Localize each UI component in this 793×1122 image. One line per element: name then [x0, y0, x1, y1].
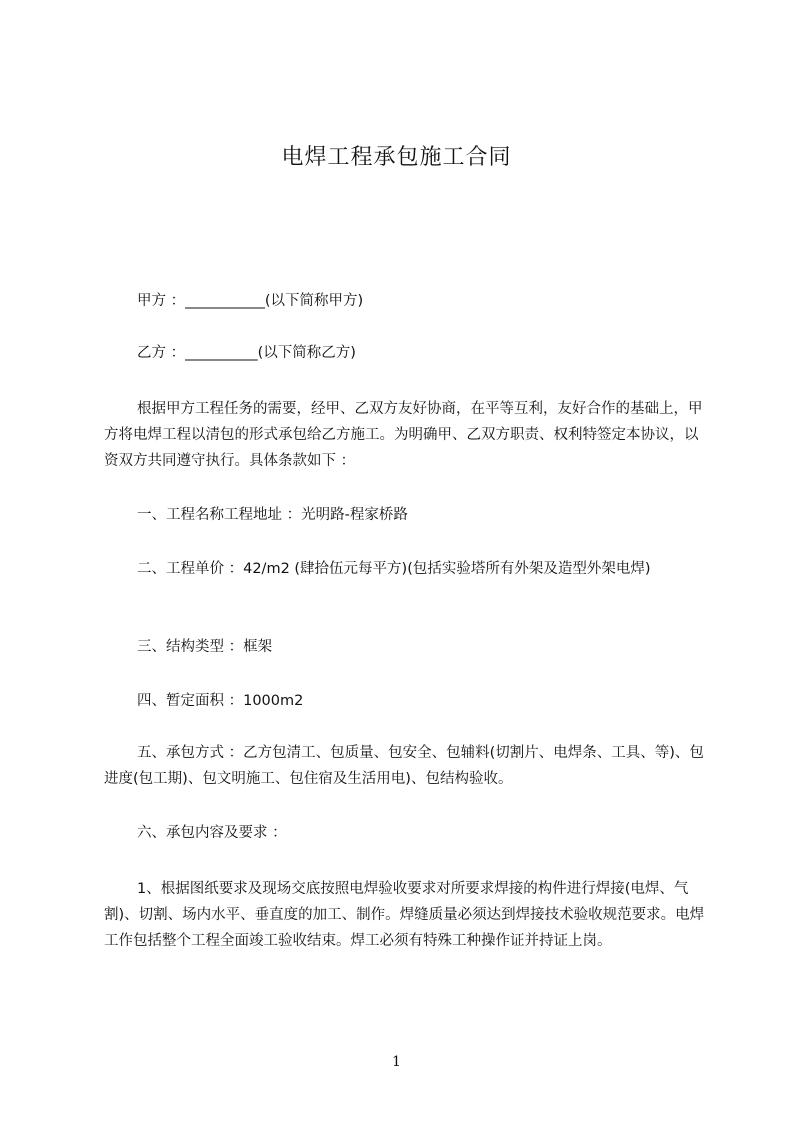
- document-title: 电焊工程承包施工合同: [281, 145, 512, 170]
- clause-project-name: 一、工程名称工程地址 ：光明路-程家桥路: [137, 507, 408, 523]
- page-number: 1: [392, 1054, 401, 1070]
- clause-unit-price: 二、工程单价 ：42/m2 (肆拾伍元每平方)(包括实验塔所有外架及造型外架电焊): [137, 561, 651, 577]
- clause-contract-method: 五、承包方式 ：乙方包清工、包质量、包安全、包辅料(切割片、电焊条、工具、等)、包进度(包工期)、包文明施工、包住宿及生活用电)、包结构验收。: [104, 745, 704, 787]
- clause-structure-type: 三、结构类型 ：框架: [137, 639, 273, 655]
- clause-scope-item-1: 1、根据图纸要求及现场交底按照电焊验收要求对所要求焊接的构件进行焊接(电焊、气割)、切割、场内水平、垂直度的加工、制作。焊缝质量必须达到焊接技术验收规范要求。电焊工作包括整个工程全面竣工验收结束。焊工必须有特殊工种操作证并持证上岗。: [104, 881, 705, 949]
- intro-paragraph: 根据甲方工程任务的需要，经甲、乙双方友好协商，在平等互利，友好合作的基础上，甲方将电焊工程以清包的形式承包给乙方施工。为明确甲、乙双方职责、权利特签定本协议，以资双方共同遵守执行。具体条款如下 ：: [104, 401, 703, 469]
- party-a-line: 甲方 ：___________(以下简称甲方): [137, 293, 364, 309]
- clause-scope-heading: 六、承包内容及要求 ：: [137, 825, 287, 841]
- clause-area: 四、暂定面积 ：1000m2: [137, 693, 304, 709]
- party-b-line: 乙方 ：__________(以下简称乙方): [137, 345, 356, 361]
